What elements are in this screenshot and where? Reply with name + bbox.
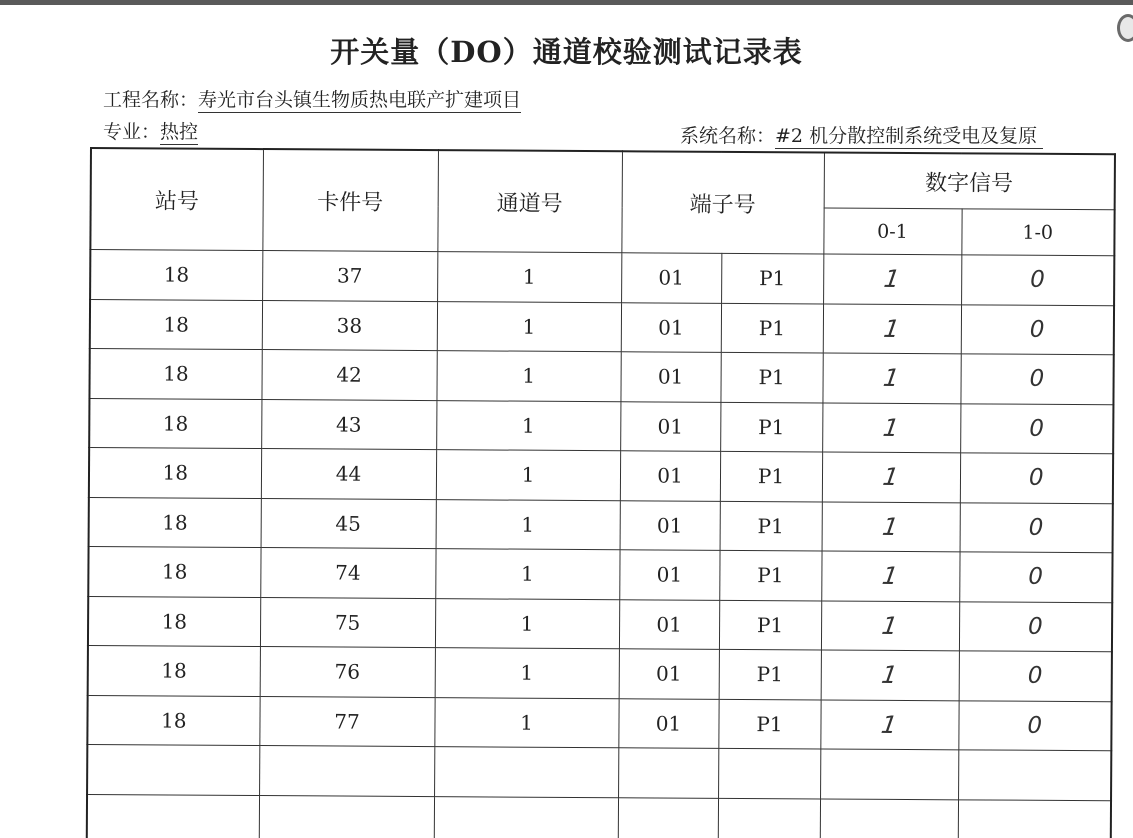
col-header-channel: 通道号 (437, 150, 622, 253)
cell-signal-0-1 (822, 353, 960, 403)
cell-station: 18 (90, 250, 262, 301)
cell-signal-0-1 (823, 303, 961, 353)
cell-terminal-b: P1 (720, 402, 822, 452)
table-row (90, 299, 1114, 355)
cell-terminal-a: 01 (620, 352, 720, 402)
cell-channel: 1 (436, 450, 620, 501)
cell-terminal-b: P1 (720, 451, 822, 501)
cell-terminal-b: P1 (721, 253, 823, 303)
cell-signal-1-0 (959, 552, 1112, 602)
cell-terminal-a: 01 (619, 550, 719, 600)
cell-card: 76 (260, 647, 435, 698)
handwritten-mark: 0 (1029, 365, 1045, 393)
handwritten-mark: 0 (1027, 662, 1043, 690)
cell-terminal-b: P1 (720, 352, 822, 402)
cell-card: 37 (262, 251, 437, 302)
cell-terminal-b: P1 (718, 699, 820, 749)
table-row (88, 596, 1112, 652)
cell-channel: 1 (435, 549, 619, 600)
cell-station: 18 (90, 299, 262, 350)
handwritten-mark: 1 (882, 314, 902, 343)
cell-signal-1-0 (958, 799, 1111, 838)
specialty-label: 专业： (103, 121, 161, 143)
cell-terminal-b: P1 (719, 649, 821, 699)
cell-terminal-a: 01 (618, 698, 718, 748)
col-header-digital-signal: 数字信号 (824, 152, 1115, 209)
cell-terminal-a: 01 (619, 649, 719, 699)
cell-signal-1-0 (958, 700, 1111, 750)
handwritten-mark: 1 (881, 463, 901, 492)
cell-card: 44 (261, 449, 436, 500)
handwritten-mark: 0 (1029, 316, 1045, 343)
cell-signal-0-1 (822, 452, 960, 502)
handwritten-mark: 0 (1028, 563, 1044, 591)
cell-terminal-b (718, 798, 820, 838)
cell-station: 18 (87, 695, 259, 746)
cell-signal-0-1 (823, 254, 961, 304)
system-label: 系统名称： (680, 125, 776, 147)
handwritten-mark: 1 (880, 661, 900, 690)
cell-signal-1-0 (961, 255, 1114, 305)
handwritten-mark: 1 (881, 512, 901, 541)
cell-channel: 1 (436, 351, 620, 402)
project-line (103, 85, 521, 112)
handwritten-mark: 1 (879, 710, 900, 739)
cell-station: 18 (89, 349, 261, 400)
specialty-value: 热控 (160, 121, 199, 143)
project-value: 寿光市台头镇生物质热电联产扩建项目 (198, 89, 522, 111)
table-row (89, 448, 1113, 504)
cell-card: 75 (260, 597, 435, 648)
cell-signal-0-1 (820, 749, 958, 799)
table-row (88, 645, 1112, 701)
system-value: #2 机分散控制系统受电及复原 (775, 125, 1043, 149)
handwritten-mark: 1 (880, 562, 901, 591)
table-header-row (91, 148, 1115, 210)
cell-card (259, 795, 434, 838)
specialty-line (103, 117, 198, 144)
table-body (87, 250, 1115, 838)
cell-signal-1-0 (959, 601, 1112, 651)
cell-signal-1-0 (958, 750, 1111, 800)
col-header-0-1: 0-1 (823, 208, 961, 255)
document-title: 开关量（DO）通道校验测试记录表 (330, 35, 803, 69)
cell-card: 43 (261, 399, 436, 450)
cell-channel (434, 796, 618, 838)
cell-channel: 1 (435, 648, 619, 699)
table-row (89, 497, 1113, 553)
table-row (90, 250, 1114, 306)
cell-channel: 1 (435, 598, 619, 649)
cell-terminal-b: P1 (719, 550, 821, 600)
table-row (88, 546, 1112, 602)
cell-channel (434, 747, 618, 798)
cell-station: 18 (88, 596, 260, 647)
col-header-station: 站号 (90, 148, 263, 251)
handwritten-mark: 1 (882, 265, 902, 294)
cell-signal-0-1 (820, 699, 958, 749)
cell-station: 18 (89, 497, 261, 548)
handwritten-mark: 0 (1028, 514, 1044, 541)
handwritten-mark: 0 (1030, 266, 1045, 294)
handwritten-mark: 1 (880, 611, 900, 640)
handwritten-mark: 0 (1029, 415, 1044, 442)
cell-terminal-a: 01 (619, 599, 719, 649)
cell-signal-1-0 (960, 453, 1113, 503)
cell-signal-0-1 (821, 600, 959, 650)
cell-signal-1-0 (960, 403, 1113, 453)
cell-terminal-b: P1 (720, 501, 822, 551)
cell-signal-0-1 (822, 501, 960, 551)
handwritten-mark: 1 (881, 413, 902, 442)
cell-terminal-a: 01 (620, 401, 720, 451)
cell-signal-1-0 (959, 651, 1112, 701)
col-header-terminal: 端子号 (621, 151, 824, 254)
cell-signal-0-1 (820, 798, 958, 838)
cell-card: 74 (260, 548, 435, 599)
cell-terminal-a: 01 (620, 500, 720, 550)
handwritten-mark: 0 (1027, 712, 1043, 739)
cell-terminal-a (618, 748, 718, 798)
cell-terminal-a: 01 (621, 302, 721, 352)
cell-station: 18 (88, 645, 260, 696)
cell-card (259, 746, 434, 797)
cell-signal-1-0 (961, 304, 1114, 354)
cell-channel: 1 (434, 697, 618, 748)
handwritten-mark: 1 (881, 364, 902, 393)
table-row (89, 349, 1113, 405)
cell-channel: 1 (436, 499, 620, 550)
cell-station (87, 794, 259, 838)
project-label: 工程名称： (103, 89, 199, 111)
cell-station: 18 (88, 546, 260, 597)
cell-signal-1-0 (960, 354, 1113, 404)
cell-channel: 1 (436, 400, 620, 451)
scan-top-edge (0, 0, 1133, 5)
cell-station: 18 (89, 448, 261, 499)
table-row (87, 744, 1111, 800)
cell-terminal-a (618, 797, 718, 838)
cell-card: 45 (261, 498, 436, 549)
table-row (89, 398, 1113, 454)
cell-signal-0-1 (821, 551, 959, 601)
cell-signal-1-0 (960, 502, 1113, 552)
handwritten-mark: 0 (1027, 613, 1043, 640)
cell-terminal-b: P1 (719, 600, 821, 650)
cell-card: 38 (262, 300, 437, 351)
cell-terminal-a: 01 (621, 253, 721, 303)
cell-terminal-a: 01 (620, 451, 720, 501)
cell-terminal-b (718, 748, 820, 798)
cell-card: 77 (259, 696, 434, 747)
cell-station (87, 744, 259, 795)
table-row (87, 695, 1111, 751)
cell-card: 42 (261, 350, 436, 401)
cell-terminal-b: P1 (721, 303, 823, 353)
col-header-1-0: 1-0 (961, 209, 1114, 256)
cell-signal-0-1 (821, 650, 959, 700)
do-test-table (86, 147, 1116, 838)
col-header-card: 卡件号 (262, 149, 438, 252)
cell-channel: 1 (437, 301, 621, 352)
cell-channel: 1 (437, 252, 621, 303)
cell-station: 18 (89, 398, 261, 449)
cell-signal-0-1 (822, 402, 960, 452)
table-row (87, 794, 1111, 838)
handwritten-mark: 0 (1028, 464, 1044, 492)
system-line (680, 121, 1043, 148)
